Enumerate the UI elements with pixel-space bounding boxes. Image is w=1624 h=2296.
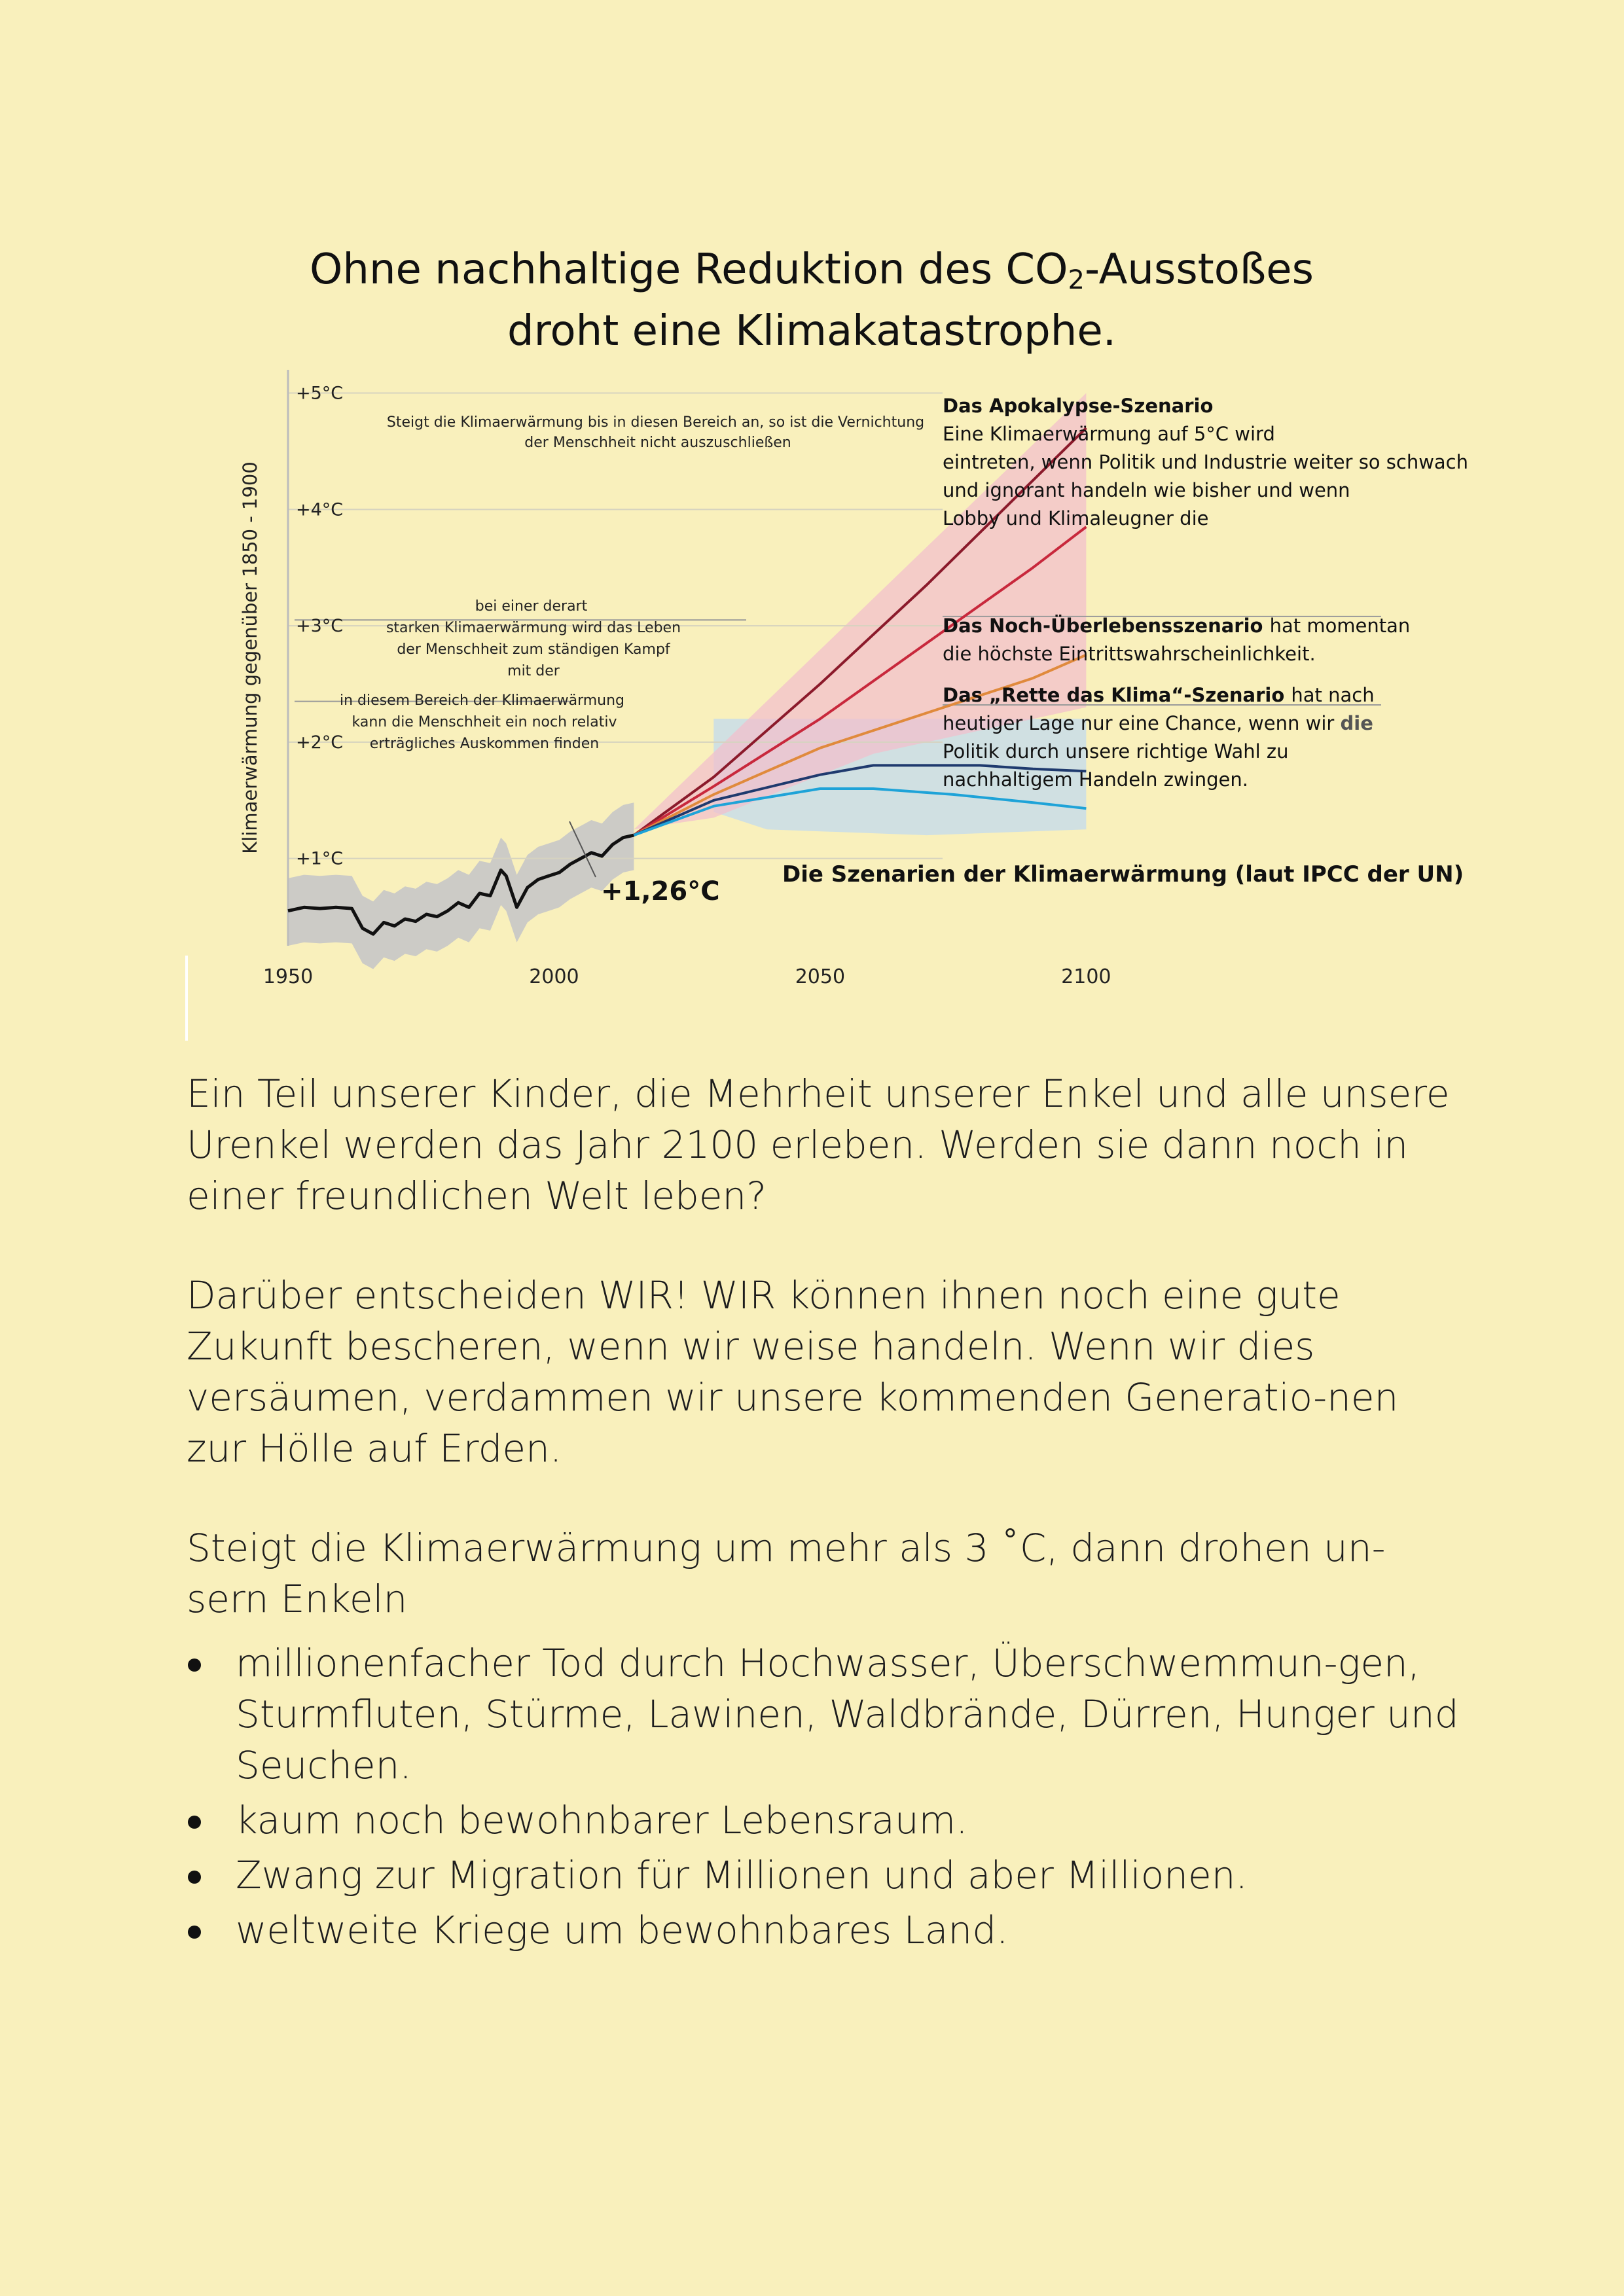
y-axis-label: Klimaerwärmung gegenüber 1850 - 1900 [239, 461, 261, 854]
zone-3-label: bei einer derart starken Klimaerwärmung wird das Leben der Menschheit zum ständigen Kampf mit der [386, 598, 681, 679]
body-content [187, 1068, 1463, 1960]
x-tick-label: 1950 [262, 965, 314, 988]
paragraph-1: Ein Teil unserer Kinder, die Mehrheit unserer Enkel und alle unsere Urenkel werden das Jahr 2100 erleben. Werden sie dann noch in einer freundlichen Welt leben? [187, 1071, 1450, 1218]
x-tick-label: 2100 [1061, 965, 1111, 988]
zone-2-label: in diesem Bereich der Klimaerwärmung kann die Menschheit ein noch relativ erträgliches Auskommen finden [339, 692, 625, 752]
list-item: kaum noch bewohnbarer Lebensraum. [187, 1795, 1463, 1846]
paragraph-3: Steigt die Klimaerwärmung um mehr als 3 ˚C, dann drohen un-sern Enkeln [187, 1526, 1386, 1621]
rette-note: Das „Rette das Klima“-Szenario hat nach heutiger Lage nur eine Chance, wenn wir die Politik durch unsere richtige Wahl zu nachhaltigem Handeln zwingen. [943, 684, 1375, 791]
page-title-line-1 [157, 244, 1466, 306]
apokalypse-note: Das Apokalypse-Szenario Eine Klimaerwärmung auf 5°C wird eintreten, wenn Politik und Industrie weiter so schwach und ignorant handeln wie bisher und wenn Lobby und Klimaleugner die [943, 395, 1469, 529]
page-title-line-2: droht eine Klimakatastrophe. [507, 306, 1117, 355]
band-historical [288, 802, 634, 969]
x-tick-label: 2050 [795, 965, 846, 988]
zone-5-label: Steigt die Klimaerwärmung bis in diesen Bereich an, so ist die Vernichtung der Menschheit nicht auszuschließen [386, 414, 925, 451]
chart-caption: Die Szenarien der Klimaerwärmung (laut IPCC der UN) [782, 861, 1464, 888]
paragraph-2: Darüber entscheiden WIR! WIR können ihnen noch eine gute Zukunft bescheren, wenn wir weise handeln. Wenn wir dies versäumen, verdammen wir unsere kommenden Generatio-nen zur Hölle auf Erden. [187, 1273, 1399, 1471]
margin-rule [185, 956, 188, 1041]
title-part-post: -Ausstoßes [1084, 245, 1314, 294]
title-subscript: 2 [1068, 264, 1085, 295]
y-tick-label: +5°C [296, 383, 344, 404]
ueberleben-note: Das Noch-Überlebensszenario hat momentan die höchste Eintrittswahrscheinlichkeit. [943, 615, 1411, 665]
y-tick-label: +4°C [296, 499, 344, 520]
list-item: millionenfacher Tod durch Hochwasser, Überschwemmun-gen, Sturmfluten, Stürme, Lawinen, Waldbrände, Dürren, Hunger und Seuchen. [187, 1638, 1463, 1791]
x-tick-label: 2000 [529, 965, 579, 988]
y-tick-label: +3°C [296, 616, 344, 637]
list-item: Zwang zur Migration für Millionen und aber Millionen. [187, 1850, 1463, 1901]
current-value-label: +1,26°C [601, 876, 720, 906]
chart-svg [223, 353, 1469, 1008]
title-part-pre: Ohne nachhaltige Reduktion des CO [310, 245, 1068, 294]
consequences-list [187, 1638, 1463, 1956]
climate-scenario-chart [223, 353, 1469, 1008]
y-tick-label: +1°C [296, 848, 344, 869]
page-title [157, 244, 1466, 357]
y-tick-label: +2°C [296, 732, 344, 753]
list-item: weltweite Kriege um bewohnbares Land. [187, 1905, 1463, 1956]
